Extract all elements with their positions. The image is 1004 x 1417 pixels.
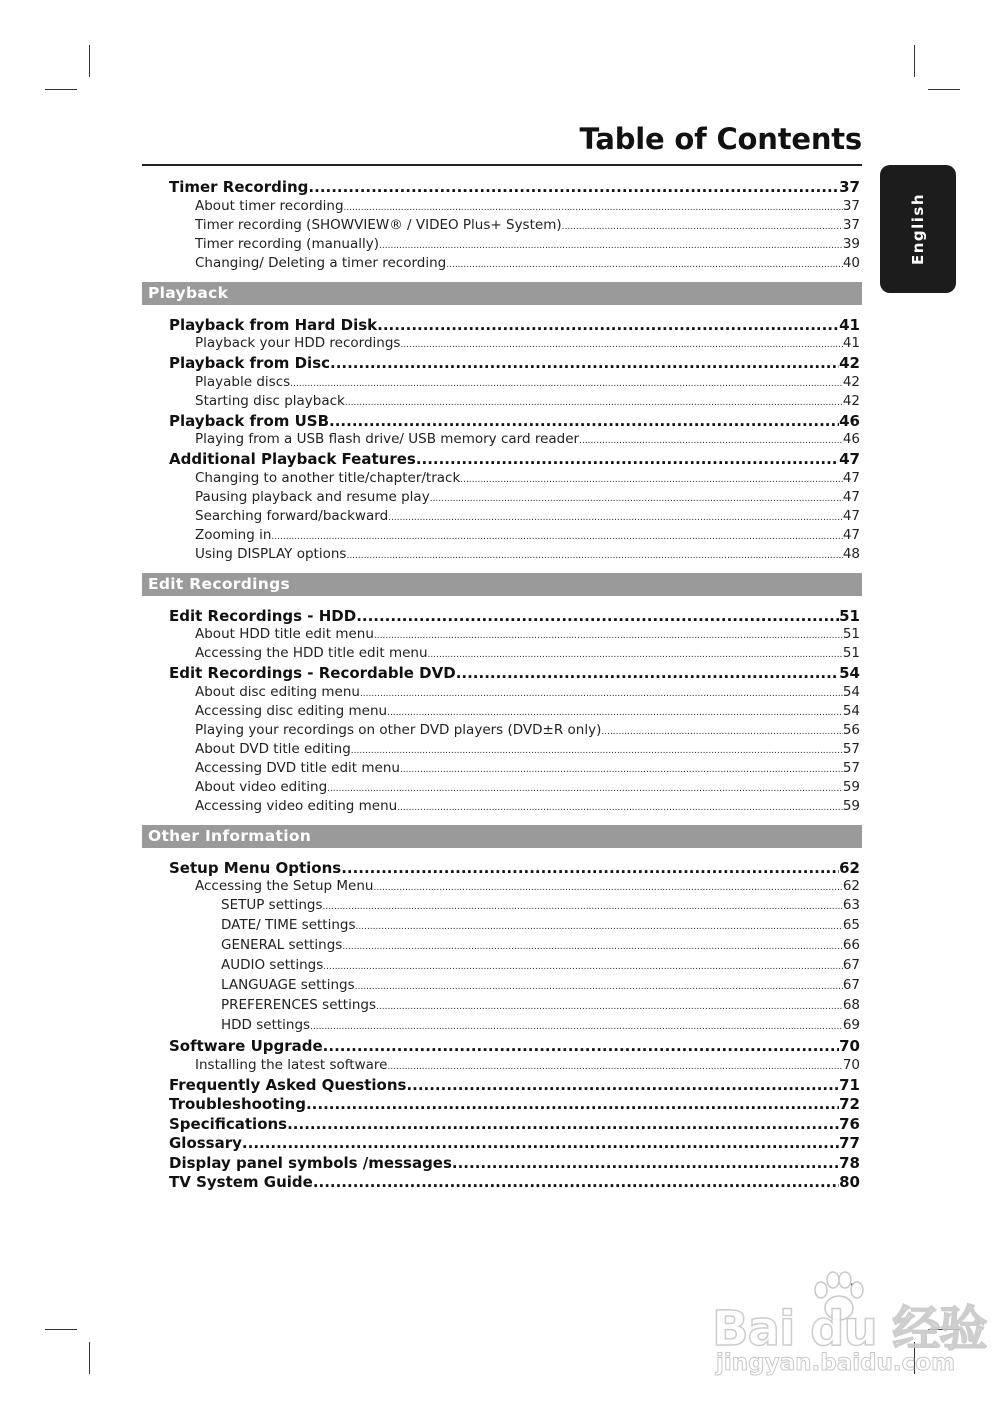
toc-entry	[142, 374, 862, 393]
toc-entry-title: Playback from Hard Disk	[169, 315, 378, 334]
title-divider	[142, 164, 862, 166]
toc-entry-page: 56	[842, 721, 860, 738]
dot-leader	[400, 765, 843, 775]
toc-entry	[142, 722, 862, 741]
toc-entry-page: 42	[842, 373, 860, 390]
dot-leader	[323, 962, 843, 972]
watermark-url: jingyan.baidu.com	[716, 1350, 956, 1376]
dot-leader	[387, 708, 843, 718]
toc-entry-page: 51	[842, 645, 860, 661]
toc-entry-title: Zooming in	[195, 526, 272, 543]
toc-entry-page: 69	[842, 1017, 860, 1033]
crop-mark	[89, 45, 90, 77]
toc-entry	[142, 977, 862, 997]
toc-entry	[142, 255, 862, 274]
toc-entry-page: 67	[842, 977, 860, 993]
dot-leader	[356, 922, 843, 932]
toc-entry	[142, 997, 862, 1017]
dot-leader	[323, 1037, 839, 1055]
toc-entry-title: TV System Guide	[169, 1173, 313, 1191]
toc-entry-page: 47	[839, 450, 860, 468]
toc-entry-title: Timer recording (SHOWVIEW® / VIDEO Plus+ System)	[195, 216, 562, 233]
toc-entry-page: 42	[842, 392, 860, 409]
toc-entry	[142, 897, 862, 917]
dot-leader	[342, 942, 842, 952]
toc-entry-title: Frequently Asked Questions	[169, 1075, 407, 1094]
dot-leader	[601, 727, 842, 737]
toc-entry	[142, 335, 862, 354]
toc-entry-page: 37	[839, 178, 860, 196]
dot-leader	[287, 1115, 839, 1133]
toc-entry-title: Accessing video editing menu	[195, 797, 398, 814]
toc-entry-page: 72	[839, 1095, 860, 1113]
toc-entry-title: Timer Recording	[169, 178, 309, 196]
toc-entry	[142, 198, 862, 217]
toc-entry	[142, 741, 862, 760]
toc-entry-title: Changing/ Deleting a timer recording	[195, 254, 447, 271]
crop-mark	[928, 89, 960, 90]
toc-entry-title: Playback your HDD recordings	[195, 335, 401, 351]
toc-entry-title: Installing the latest software	[195, 1056, 388, 1073]
toc-entry-page: 47	[842, 507, 860, 524]
dot-leader	[345, 398, 843, 408]
toc-entry-title: Accessing the HDD title edit menu	[195, 645, 428, 661]
crop-mark	[914, 45, 915, 77]
dot-leader	[306, 1095, 839, 1113]
toc-entry-page: 46	[839, 411, 860, 430]
toc-entry-page: 66	[842, 937, 860, 953]
toc-entry-title: Searching forward/backward	[195, 507, 389, 524]
toc-entry	[142, 431, 862, 450]
toc-entry-page: 63	[842, 897, 860, 913]
toc-section-intro	[142, 178, 862, 274]
dot-leader	[341, 859, 839, 877]
toc-entry-page: 67	[842, 957, 860, 973]
dot-leader	[579, 436, 843, 446]
toc-entry	[142, 664, 862, 684]
toc-entry-title: Using DISPLAY options	[195, 545, 347, 562]
dot-leader	[271, 532, 842, 542]
toc-entry-title: Glossary	[169, 1134, 242, 1152]
toc-entry-title: Playback from Disc	[169, 354, 331, 372]
toc-entry-title: Playable discs	[195, 373, 291, 390]
watermark-brand: Bai du 经验	[712, 1301, 987, 1357]
toc-entry-page: 62	[839, 858, 860, 877]
toc-entry-page: 51	[842, 626, 860, 642]
toc-entry-page: 41	[839, 315, 860, 334]
toc-entry-page: 54	[839, 664, 860, 682]
section-heading-edit-recordings: Edit Recordings	[142, 573, 862, 596]
toc-entry-page: 57	[842, 740, 860, 757]
toc-entry-page: 76	[839, 1114, 860, 1133]
dot-leader	[562, 222, 843, 232]
toc-entry-page: 70	[839, 1037, 860, 1055]
toc-entry	[142, 354, 862, 374]
dot-leader	[327, 784, 843, 794]
toc-entry-title: About video editing	[195, 778, 328, 795]
toc-entry-title: Timer recording (manually)	[195, 235, 380, 252]
section-heading-other-information: Other Information	[142, 825, 862, 848]
toc-entry	[142, 546, 862, 565]
toc-entry	[142, 1017, 862, 1037]
toc-entry	[142, 1173, 862, 1193]
toc-entry	[142, 527, 862, 546]
dot-leader	[313, 1173, 839, 1191]
section-heading-playback: Playback	[142, 282, 862, 305]
toc-entry	[142, 178, 862, 198]
toc-entry-page: 48	[842, 545, 860, 562]
dot-leader	[373, 883, 842, 893]
dot-leader	[416, 450, 839, 468]
toc-entry-title: Display panel symbols /messages	[169, 1153, 452, 1172]
dot-leader	[377, 316, 839, 334]
toc-entry-title: AUDIO settings	[221, 957, 324, 973]
toc-entry-title: SETUP settings	[221, 897, 323, 913]
language-tab	[880, 165, 956, 293]
toc-entry-title: DATE/ TIME settings	[221, 917, 356, 933]
toc-entry	[142, 1134, 862, 1154]
toc-entry-page: 65	[842, 917, 860, 933]
toc-entry-page: 59	[842, 797, 860, 814]
toc-entry	[142, 470, 862, 489]
dot-leader	[388, 513, 843, 523]
toc-entry-title: Software Upgrade	[169, 1037, 323, 1055]
toc-entry	[142, 703, 862, 722]
toc-entry-title: PREFERENCES settings	[221, 997, 377, 1013]
page-title: Table of Contents	[579, 122, 862, 156]
toc-entry	[142, 684, 862, 703]
toc-entry-title: Edit Recordings - HDD	[169, 606, 357, 625]
dot-leader	[428, 650, 843, 660]
dot-leader	[400, 340, 842, 350]
toc-entry	[142, 798, 862, 817]
toc-entry-page: 39	[842, 235, 860, 252]
toc-entry-title: Changing to another title/chapter/track	[195, 469, 461, 486]
toc-entry	[142, 878, 862, 897]
toc-entry	[142, 760, 862, 779]
toc-entry-page: 59	[842, 778, 860, 795]
toc-entry-page: 37	[842, 216, 860, 233]
dot-leader	[355, 982, 843, 992]
toc-entry-page: 37	[842, 197, 860, 214]
toc-entry-title: Accessing disc editing menu	[195, 702, 388, 719]
toc-entry	[142, 645, 862, 664]
dot-leader	[397, 803, 843, 813]
toc-entry-page: 46	[842, 431, 860, 447]
dot-leader	[330, 354, 839, 372]
toc-entry-page: 70	[842, 1056, 860, 1073]
crop-mark	[89, 1342, 90, 1374]
toc-section-other-information	[142, 859, 862, 1193]
dot-leader	[406, 1076, 839, 1094]
toc-entry-page: 51	[839, 606, 860, 625]
toc-entry-title: Starting disc playback	[195, 392, 345, 409]
toc-entry-title: About HDD title edit menu	[195, 626, 374, 642]
dot-leader	[376, 1002, 843, 1012]
toc-entry-title: About DVD title editing	[195, 740, 351, 757]
toc-entry	[142, 917, 862, 937]
toc-entry-page: 77	[839, 1134, 860, 1152]
toc-entry-page: 57	[842, 759, 860, 776]
toc-entry	[142, 393, 862, 412]
toc-entry-title: Pausing playback and resume play	[195, 488, 430, 505]
toc-entry-page: 80	[839, 1173, 860, 1191]
toc-entry-title: Accessing the Setup Menu	[195, 878, 374, 894]
toc-entry-page: 42	[839, 354, 860, 372]
toc-entry-title: Playback from USB	[169, 411, 330, 430]
toc-entry-title: Troubleshooting	[169, 1095, 306, 1113]
toc-entry	[142, 859, 862, 879]
toc-entry	[142, 1057, 862, 1076]
dot-leader	[452, 1154, 839, 1172]
toc-entry	[142, 217, 862, 236]
toc-entry	[142, 489, 862, 508]
dot-leader	[387, 1062, 842, 1072]
dot-leader	[379, 241, 843, 251]
crop-mark	[45, 1329, 77, 1330]
dot-leader	[242, 1134, 839, 1152]
toc-entry-title: Additional Playback Features	[169, 450, 416, 468]
toc-section-edit-recordings	[142, 607, 862, 817]
toc-entry-title: Specifications	[169, 1114, 288, 1133]
dot-leader	[323, 902, 843, 912]
toc-entry-page: 54	[842, 702, 860, 719]
dot-leader	[456, 664, 839, 682]
dot-leader	[308, 178, 839, 196]
dot-leader	[351, 746, 843, 756]
toc-entry-title: Playing from a USB flash drive/ USB memory card reader	[195, 431, 580, 447]
toc-entry-page: 78	[839, 1153, 860, 1172]
toc-entry-title: About timer recording	[195, 197, 344, 214]
dot-leader	[290, 379, 843, 389]
toc-entry	[142, 957, 862, 977]
toc-entry-page: 47	[842, 526, 860, 543]
toc-section-playback	[142, 316, 862, 565]
table-of-contents	[142, 178, 862, 1193]
toc-entry	[142, 779, 862, 798]
toc-entry-page: 62	[842, 878, 860, 894]
toc-entry	[142, 626, 862, 645]
toc-entry-title: Accessing DVD title edit menu	[195, 759, 400, 776]
dot-leader	[360, 689, 843, 699]
toc-entry-page: 41	[842, 335, 860, 351]
toc-entry-page: 71	[839, 1075, 860, 1094]
dot-leader	[344, 203, 843, 213]
dot-leader	[346, 551, 842, 561]
dot-leader	[356, 607, 839, 625]
toc-entry-page: 40	[842, 254, 860, 271]
toc-entry	[142, 316, 862, 336]
toc-entry	[142, 1037, 862, 1057]
dot-leader	[310, 1022, 843, 1032]
toc-entry	[142, 236, 862, 255]
dot-leader	[374, 631, 843, 641]
toc-entry	[142, 1115, 862, 1135]
toc-entry-page: 54	[842, 683, 860, 700]
toc-entry-page: 68	[842, 997, 860, 1013]
toc-entry	[142, 450, 862, 470]
dot-leader	[329, 412, 839, 430]
baidu-watermark	[712, 1268, 987, 1378]
toc-entry-title: Playing your recordings on other DVD players (DVD±R only)	[195, 721, 602, 738]
toc-entry	[142, 1154, 862, 1174]
toc-entry	[142, 607, 862, 627]
toc-entry-title: LANGUAGE settings	[221, 977, 355, 993]
toc-entry-title: GENERAL settings	[221, 937, 343, 953]
dot-leader	[446, 260, 843, 270]
toc-entry	[142, 1095, 862, 1115]
toc-entry-page: 47	[842, 469, 860, 486]
toc-entry	[142, 1076, 862, 1096]
toc-entry	[142, 508, 862, 527]
dot-leader	[430, 494, 843, 504]
toc-entry-title: HDD settings	[221, 1017, 311, 1033]
crop-mark	[45, 89, 77, 90]
dot-leader	[460, 475, 843, 485]
toc-entry-title: Edit Recordings - Recordable DVD	[169, 664, 456, 682]
toc-entry-title: Setup Menu Options	[169, 858, 342, 877]
language-tab-label: English	[909, 192, 927, 266]
toc-entry-page: 47	[842, 488, 860, 505]
toc-entry	[142, 412, 862, 432]
toc-entry-title: About disc editing menu	[195, 683, 360, 700]
toc-entry	[142, 937, 862, 957]
